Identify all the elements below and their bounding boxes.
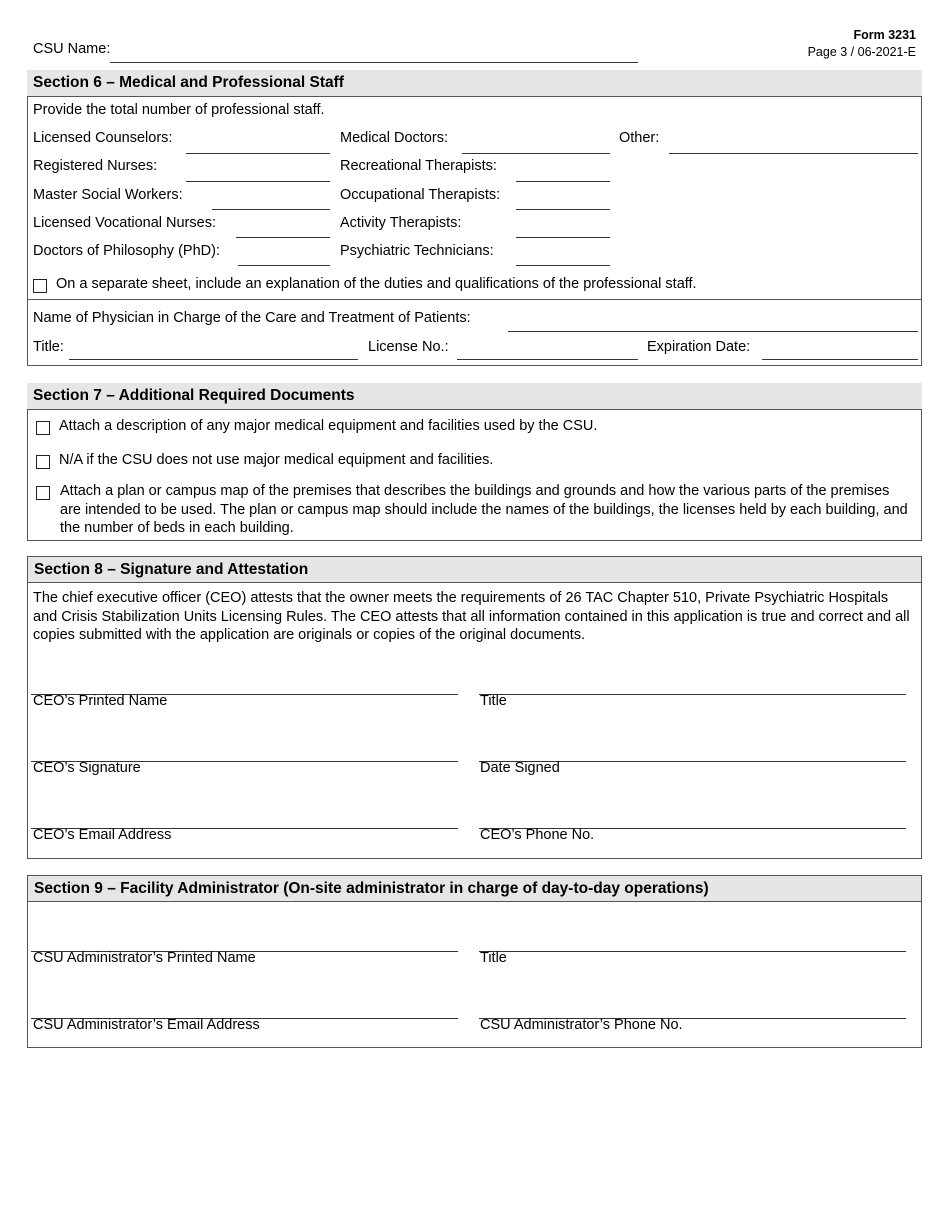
physician-field[interactable] [508, 331, 918, 332]
equipment-checkbox[interactable] [36, 421, 50, 435]
psychiatric-technicians-label: Psychiatric Technicians: [340, 243, 494, 259]
activity-therapists-label: Activity Therapists: [340, 215, 462, 231]
divider [27, 299, 922, 300]
ceo-title-field[interactable] [479, 694, 906, 695]
master-social-workers-field[interactable] [212, 209, 330, 210]
ceo-phone-label: CEO’s Phone No. [480, 827, 595, 843]
recreational-therapists-field[interactable] [516, 181, 610, 182]
licensed-counselors-label: Licensed Counselors: [33, 130, 173, 146]
page-info: Page 3 / 06-2021-E [807, 45, 916, 59]
date-signed-label: Date Signed [480, 760, 560, 776]
license-field[interactable] [457, 359, 638, 360]
staff-intro: Provide the total number of professional staff. [33, 102, 325, 118]
section-8-header: Section 8 – Signature and Attestation [28, 557, 921, 583]
title-field[interactable] [69, 359, 358, 360]
campus-map-checkbox[interactable] [36, 486, 50, 500]
other-label: Other: [619, 130, 660, 146]
admin-phone-label: CSU Administrator’s Phone No. [480, 1017, 683, 1033]
ceo-printed-name-label: CEO’s Printed Name [33, 693, 168, 709]
form-number: Form 3231 [853, 28, 916, 42]
title-label: Title: [33, 339, 64, 355]
medical-doctors-field[interactable] [462, 153, 610, 154]
occupational-therapists-field[interactable] [516, 209, 610, 210]
admin-printed-name-label: CSU Administrator’s Printed Name [33, 950, 256, 966]
registered-nurses-field[interactable] [186, 181, 330, 182]
occupational-therapists-label: Occupational Therapists: [340, 187, 501, 203]
csu-name-label: CSU Name: [33, 41, 111, 57]
na-checkbox[interactable] [36, 455, 50, 469]
section-7-header: Section 7 – Additional Required Documents [27, 383, 922, 409]
expiration-label: Expiration Date: [647, 339, 751, 355]
medical-doctors-label: Medical Doctors: [340, 130, 448, 146]
other-field[interactable] [669, 153, 918, 154]
ceo-title-label: Title [480, 693, 507, 709]
activity-therapists-field[interactable] [516, 237, 610, 238]
admin-email-label: CSU Administrator’s Email Address [33, 1017, 260, 1033]
section-9-header: Section 9 – Facility Administrator (On-site administrator in charge of day-to-day operations) [28, 876, 921, 902]
campus-map-text: Attach a plan or campus map of the premises that describes the buildings and grounds and how the various parts of the premises are intended to be used. The plan or campus map should include the names of the buildings, the licenses held by each building, and the number of beds in each building. [60, 483, 908, 536]
phd-field[interactable] [238, 265, 330, 266]
license-label: License No.: [368, 339, 449, 355]
staff-explanation-checkbox[interactable] [33, 279, 47, 293]
registered-nurses-label: Registered Nurses: [33, 158, 158, 174]
expiration-field[interactable] [762, 359, 918, 360]
na-text: N/A if the CSU does not use major medical equipment and facilities. [59, 452, 494, 468]
licensed-vocational-nurses-label: Licensed Vocational Nurses: [33, 215, 216, 231]
admin-title-label: Title [480, 950, 507, 966]
physician-label: Name of Physician in Charge of the Care and Treatment of Patients: [33, 310, 471, 326]
attestation-paragraph: The chief executive officer (CEO) attests that the owner meets the requirements of 26 TAC Chapter 510, Private Psychiatric Hospitals and Crisis Stabilization Units Licensing Rules. The CEO attests that all information contained in this application is true and correct and all copies submitted with the application are originals or copies of the original documents. [33, 590, 910, 643]
licensed-counselors-field[interactable] [186, 153, 330, 154]
ceo-email-label: CEO’s Email Address [33, 827, 172, 843]
phd-label: Doctors of Philosophy (PhD): [33, 243, 220, 259]
section-6-header: Section 6 – Medical and Professional Staff [27, 70, 922, 96]
master-social-workers-label: Master Social Workers: [33, 187, 183, 203]
recreational-therapists-label: Recreational Therapists: [340, 158, 497, 174]
csu-name-field[interactable] [110, 62, 638, 63]
equipment-text: Attach a description of any major medical equipment and facilities used by the CSU. [59, 418, 598, 434]
admin-title-field[interactable] [479, 951, 906, 952]
psychiatric-technicians-field[interactable] [516, 265, 610, 266]
licensed-vocational-nurses-field[interactable] [236, 237, 330, 238]
ceo-signature-label: CEO’s Signature [33, 760, 141, 776]
staff-explanation-text: On a separate sheet, include an explanation of the duties and qualifications of the professional staff. [56, 276, 697, 292]
